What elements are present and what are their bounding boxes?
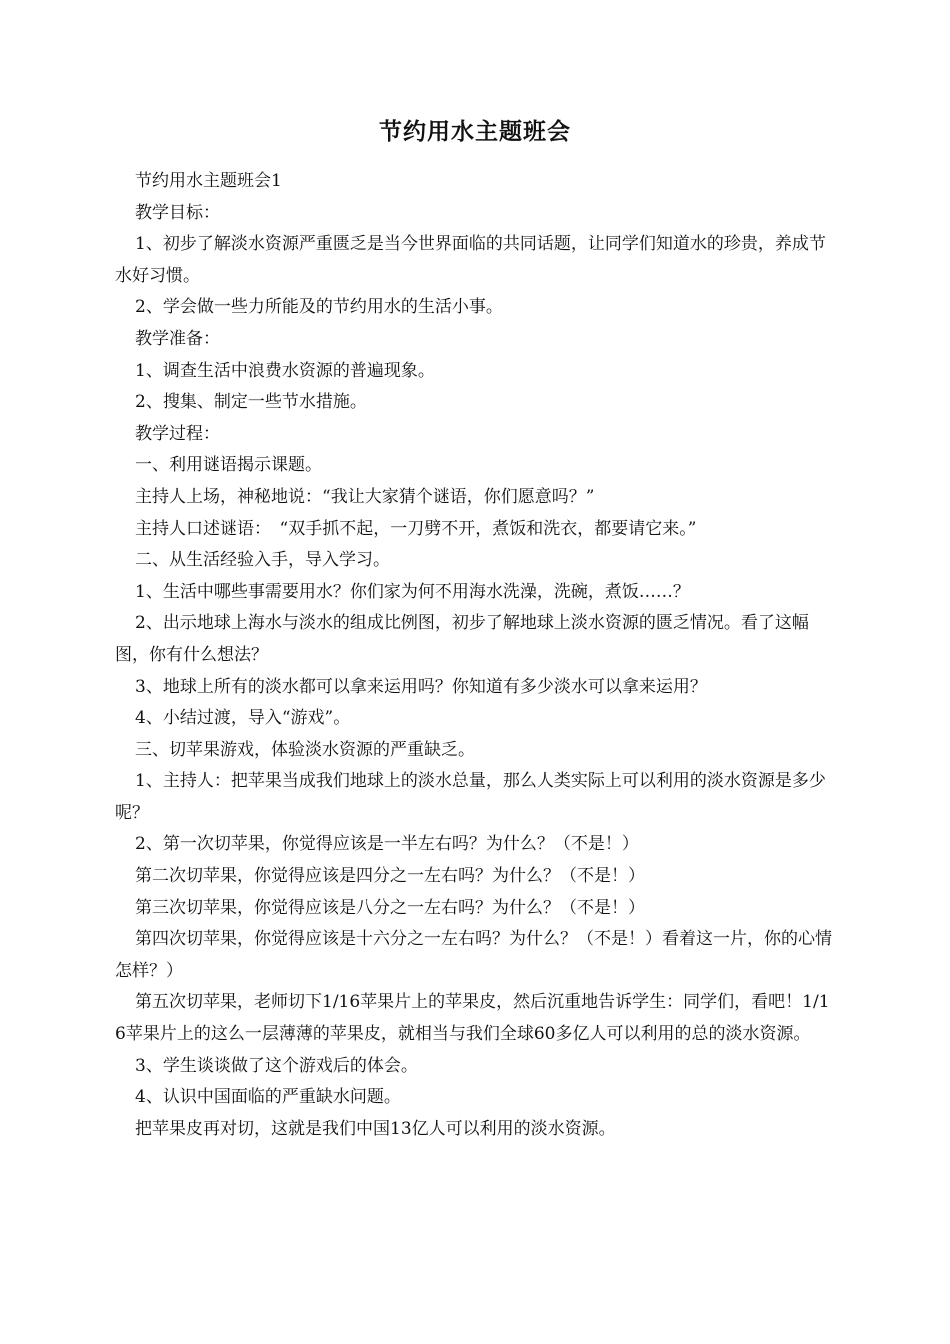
paragraph: 第三次切苹果，你觉得应该是八分之一左右吗？为什么？（不是！） <box>135 897 645 918</box>
paragraph: 1、主持人：把苹果当成我们地球上的淡水总量，那么人类实际上可以利用的淡水资源是多少呢？ <box>115 771 826 823</box>
paragraph: 2、搜集、制定一些节水措施。 <box>135 392 367 413</box>
paragraph: 4、认识中国面临的严重缺水问题。 <box>135 1087 401 1108</box>
paragraph: 1、初步了解淡水资源严重匮乏是当今世界面临的共同话题，让同学们知道水的珍贵，养成节水好习惯。 <box>115 234 826 286</box>
paragraph: 3、地球上所有的淡水都可以拿来运用吗？你知道有多少淡水可以拿来运用？ <box>135 676 707 697</box>
paragraph: 2、学会做一些力所能及的节约用水的生活小事。 <box>135 297 503 318</box>
page-title: 节约用水主题班会 <box>379 119 571 145</box>
paragraph: 教学过程： <box>135 423 220 444</box>
paragraph: 第四次切苹果，你觉得应该是十六分之一左右吗？为什么？（不是！）看着这一片，你的心情怎样？） <box>115 929 832 981</box>
document-body <box>115 166 837 1145</box>
paragraph: 主持人口述谜语： “双手抓不起，一刀劈不开，煮饭和洗衣，都要请它来。” <box>135 518 697 539</box>
paragraph: 把苹果皮再对切，这就是我们中国13亿人可以利用的淡水资源。 <box>135 1118 616 1139</box>
paragraph: 1、生活中哪些事需要用水？你们家为何不用海水洗澡，洗碗，煮饭……？ <box>135 581 690 602</box>
paragraph: 教学准备： <box>135 328 220 349</box>
paragraph: 节约用水主题班会1 <box>135 171 282 191</box>
paragraph: 3、学生谈谈做了这个游戏后的体会。 <box>135 1055 418 1076</box>
paragraph: 第二次切苹果，你觉得应该是四分之一左右吗？为什么？（不是！） <box>135 866 645 887</box>
paragraph: 第五次切苹果，老师切下1/16苹果片上的苹果皮，然后沉重地告诉学生：同学们，看吧！1/16苹果片上的这么一层薄薄的苹果皮，就相当与我们全球60多亿人可以利用的总的淡水资源。 <box>115 992 830 1045</box>
paragraph: 二、从生活经验入手，导入学习。 <box>135 550 390 571</box>
paragraph: 一、利用谜语揭示课题。 <box>135 455 322 476</box>
paragraph: 4、小结过渡，导入“游戏”。 <box>135 708 351 729</box>
paragraph: 主持人上场，神秘地说：“我让大家猜个谜语，你们愿意吗？” <box>135 486 595 507</box>
paragraph: 1、调查生活中浪费水资源的普遍现象。 <box>135 360 435 381</box>
paragraph: 教学目标： <box>135 202 220 223</box>
paragraph: 2、出示地球上海水与淡水的组成比例图，初步了解地球上淡水资源的匮乏情况。看了这幅图，你有什么想法？ <box>115 613 809 665</box>
paragraph: 三、切苹果游戏，体验淡水资源的严重缺乏。 <box>135 739 475 760</box>
paragraph: 2、第一次切苹果，你觉得应该是一半左右吗？为什么？（不是！） <box>135 834 639 855</box>
